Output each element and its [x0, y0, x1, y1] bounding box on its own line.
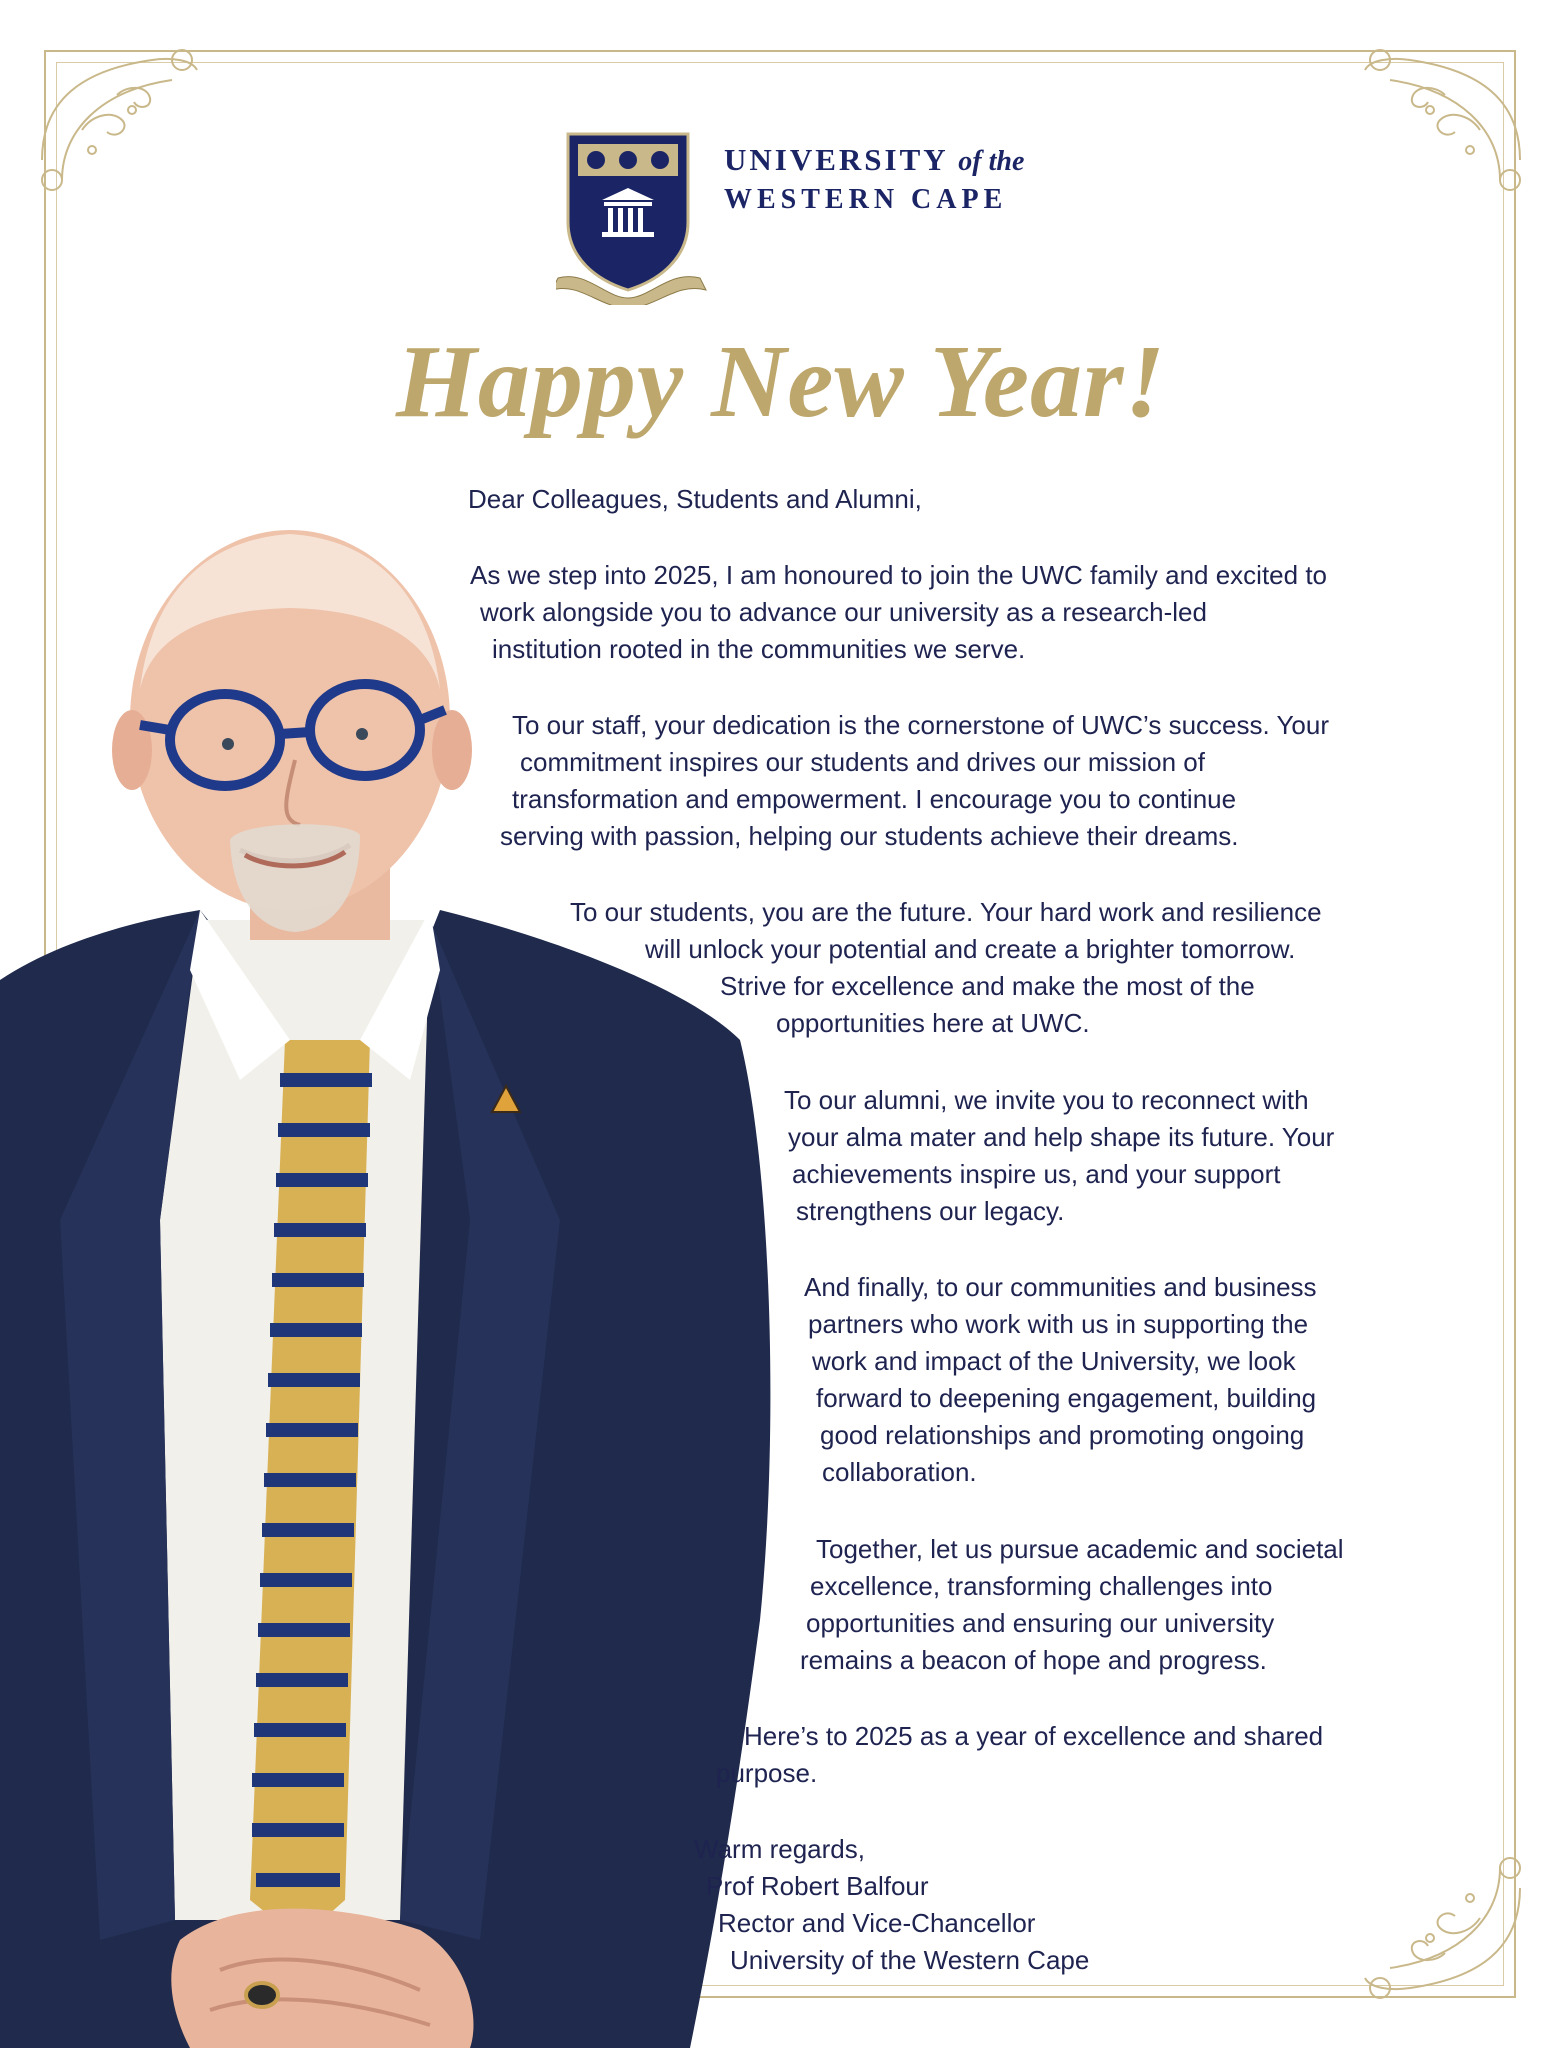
paragraph-line: Together, let us pursue academic and societal	[816, 1534, 1344, 1564]
paragraph-line: To our alumni, we invite you to reconnect with	[784, 1085, 1309, 1115]
logo-university: UNIVERSITY	[724, 142, 948, 177]
signoff-name: Prof Robert Balfour	[706, 1871, 929, 1901]
flourish-corner-icon	[22, 30, 212, 220]
paragraph-line: collaboration.	[822, 1457, 977, 1487]
paragraph-line: your alma mater and help shape its future. Your	[788, 1122, 1335, 1152]
flourish-corner-icon	[1350, 30, 1540, 220]
paragraph-line: excellence, transforming challenges into	[810, 1571, 1273, 1601]
logo-western-cape: WESTERN CAPE	[724, 184, 1008, 215]
signoff-line: Warm regards,	[694, 1834, 865, 1864]
signoff-institution: University of the Western Cape	[730, 1945, 1090, 1975]
greeting: Dear Colleagues, Students and Alumni,	[468, 484, 922, 514]
rector-portrait	[0, 520, 790, 2048]
paragraph-line: serving with passion, helping our students achieve their dreams.	[500, 821, 1239, 851]
logo-of-the: of the	[958, 146, 1025, 177]
paragraph-line: purpose.	[716, 1758, 818, 1788]
paragraph-line: will unlock your potential and create a brighter tomorrow.	[645, 934, 1296, 964]
paragraph-line: work alongside you to advance our university as a research-led	[480, 597, 1207, 627]
paragraph-line: work and impact of the University, we look	[812, 1346, 1296, 1376]
paragraph-line: commitment inspires our students and drives our mission of	[520, 747, 1205, 777]
paragraph-line: forward to deepening engagement, building	[816, 1383, 1317, 1413]
university-crest-icon	[556, 130, 714, 305]
paragraph-line: Strive for excellence and make the most of the	[720, 971, 1255, 1001]
paragraph-line: good relationships and promoting ongoing	[820, 1420, 1305, 1450]
paragraph-line: achievements inspire us, and your support	[792, 1159, 1281, 1189]
paragraph-line: opportunities and ensuring our university	[806, 1608, 1275, 1638]
paragraph-line: partners who work with us in supporting the	[808, 1309, 1309, 1339]
paragraph-line: To our students, you are the future. Your hard work and resilience	[570, 897, 1322, 927]
paragraph-line: To our staff, your dedication is the cornerstone of UWC’s success. Your	[512, 710, 1330, 740]
paragraph-line: Here’s to 2025 as a year of excellence and shared	[744, 1721, 1324, 1751]
logo-wordmark	[724, 142, 1024, 216]
signoff-title: Rector and Vice-Chancellor	[718, 1908, 1036, 1938]
paragraph-line: opportunities here at UWC.	[776, 1008, 1090, 1038]
paragraph-line: strengthens our legacy.	[796, 1196, 1065, 1226]
paragraph-line: And finally, to our communities and business	[804, 1272, 1317, 1302]
paragraph-line: As we step into 2025, I am honoured to join the UWC family and excited to	[470, 560, 1328, 590]
page-title: Happy New Year!	[396, 324, 1166, 439]
university-logo	[556, 130, 1036, 305]
paragraph-line: remains a beacon of hope and progress.	[800, 1645, 1267, 1675]
flourish-corner-icon	[1350, 1828, 1540, 2018]
paragraph-line: transformation and empowerment. I encourage you to continue	[512, 784, 1237, 814]
paragraph-line: institution rooted in the communities we serve.	[492, 634, 1026, 664]
